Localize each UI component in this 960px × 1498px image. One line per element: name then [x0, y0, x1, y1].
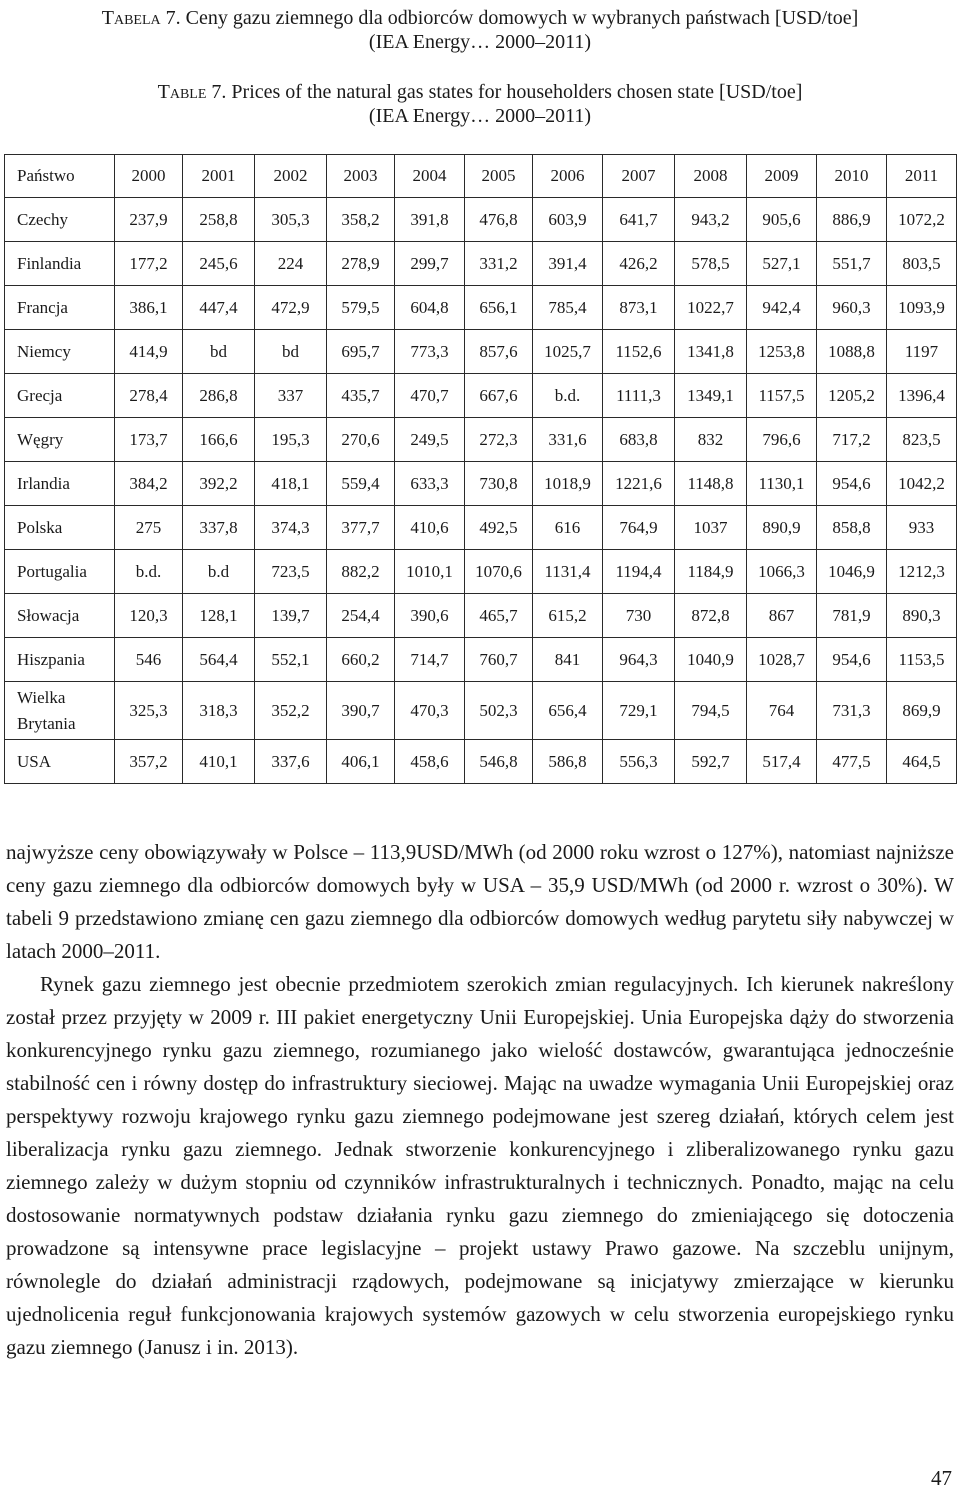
price-cell: 616	[533, 506, 603, 550]
price-cell: 731,3	[817, 682, 887, 740]
table-header-row	[5, 155, 957, 198]
price-cell: 435,7	[327, 374, 395, 418]
price-cell: 773,3	[395, 330, 465, 374]
price-cell: 272,3	[465, 418, 533, 462]
caption-text: Ceny gazu ziemnego dla odbiorców domowych w wybranych państwach [USD/toe]	[180, 7, 859, 29]
table-row	[5, 242, 957, 286]
price-cell: 410,1	[183, 740, 255, 784]
price-cell: 667,6	[465, 374, 533, 418]
price-cell: 546	[115, 638, 183, 682]
country-cell: Irlandia	[5, 462, 115, 506]
caption-label: Table 7.	[157, 81, 227, 103]
price-cell: 556,3	[603, 740, 675, 784]
price-cell: 1028,7	[747, 638, 817, 682]
price-cell: 1010,1	[395, 550, 465, 594]
country-cell: Hiszpania	[5, 638, 115, 682]
price-cell: 377,7	[327, 506, 395, 550]
price-cell: 331,6	[533, 418, 603, 462]
price-cell: 869,9	[887, 682, 957, 740]
price-cell: 254,4	[327, 594, 395, 638]
price-cell: 390,6	[395, 594, 465, 638]
price-cell: 465,7	[465, 594, 533, 638]
country-cell: Wielka Brytania	[5, 682, 115, 740]
price-cell: 1396,4	[887, 374, 957, 418]
table-caption-polish	[0, 6, 960, 54]
price-cell: 803,5	[887, 242, 957, 286]
price-cell: 1088,8	[817, 330, 887, 374]
price-cell: 418,1	[255, 462, 327, 506]
price-cell: 386,1	[115, 286, 183, 330]
price-cell: 258,8	[183, 198, 255, 242]
price-cell: 954,6	[817, 462, 887, 506]
price-cell: 683,8	[603, 418, 675, 462]
price-cell: 325,3	[115, 682, 183, 740]
table-row	[5, 286, 957, 330]
price-cell: 559,4	[327, 462, 395, 506]
price-cell: 527,1	[747, 242, 817, 286]
price-cell: 249,5	[395, 418, 465, 462]
table-row	[5, 638, 957, 682]
country-cell: Polska	[5, 506, 115, 550]
price-cell: 464,5	[887, 740, 957, 784]
column-header-year: 2010	[817, 155, 887, 198]
price-cell: 1111,3	[603, 374, 675, 418]
price-cell: 1025,7	[533, 330, 603, 374]
price-cell: 1022,7	[675, 286, 747, 330]
price-cell: 352,2	[255, 682, 327, 740]
price-cell: 128,1	[183, 594, 255, 638]
body-text	[6, 836, 954, 1364]
country-cell: Finlandia	[5, 242, 115, 286]
price-cell: 477,5	[817, 740, 887, 784]
price-cell: 237,9	[115, 198, 183, 242]
column-header-year: 2001	[183, 155, 255, 198]
price-cell: 492,5	[465, 506, 533, 550]
price-cell: 337,6	[255, 740, 327, 784]
price-cell: 299,7	[395, 242, 465, 286]
table-row	[5, 550, 957, 594]
price-cell: 1184,9	[675, 550, 747, 594]
price-cell: 1341,8	[675, 330, 747, 374]
price-cell: 1148,8	[675, 462, 747, 506]
price-cell: 390,7	[327, 682, 395, 740]
table-row	[5, 330, 957, 374]
price-cell: 410,6	[395, 506, 465, 550]
price-cell: 729,1	[603, 682, 675, 740]
price-cell: 960,3	[817, 286, 887, 330]
price-cell: 1157,5	[747, 374, 817, 418]
price-cell: 717,2	[817, 418, 887, 462]
country-cell: Portugalia	[5, 550, 115, 594]
table-row	[5, 374, 957, 418]
price-cell: b.d	[183, 550, 255, 594]
price-cell: 867	[747, 594, 817, 638]
price-cell: 1040,9	[675, 638, 747, 682]
column-header-year: 2011	[887, 155, 957, 198]
price-cell: 760,7	[465, 638, 533, 682]
price-cell: 656,1	[465, 286, 533, 330]
price-cell: 1130,1	[747, 462, 817, 506]
price-cell: b.d.	[533, 374, 603, 418]
price-cell: 764,9	[603, 506, 675, 550]
price-cell: 384,2	[115, 462, 183, 506]
country-cell: Francja	[5, 286, 115, 330]
column-header-year: 2000	[115, 155, 183, 198]
price-cell: 964,3	[603, 638, 675, 682]
price-cell: 166,6	[183, 418, 255, 462]
price-cell: bd	[255, 330, 327, 374]
price-cell: 1066,3	[747, 550, 817, 594]
price-cell: 120,3	[115, 594, 183, 638]
price-cell: 695,7	[327, 330, 395, 374]
price-cell: 1046,9	[817, 550, 887, 594]
country-cell: Czechy	[5, 198, 115, 242]
caption-source: (IEA Energy… 2000–2011)	[368, 31, 592, 53]
price-cell: 1072,2	[887, 198, 957, 242]
price-cell: 1037	[675, 506, 747, 550]
page-number: 47	[931, 1466, 952, 1490]
price-cell: 890,9	[747, 506, 817, 550]
price-cell: 337	[255, 374, 327, 418]
price-cell: 796,6	[747, 418, 817, 462]
price-cell: 470,3	[395, 682, 465, 740]
country-cell: Grecja	[5, 374, 115, 418]
price-cell: 943,2	[675, 198, 747, 242]
price-cell: 286,8	[183, 374, 255, 418]
price-cell: 841	[533, 638, 603, 682]
price-cell: 890,3	[887, 594, 957, 638]
price-cell: 656,4	[533, 682, 603, 740]
table-row	[5, 462, 957, 506]
price-cell: 406,1	[327, 740, 395, 784]
table-row	[5, 418, 957, 462]
price-cell: 414,9	[115, 330, 183, 374]
price-cell: 305,3	[255, 198, 327, 242]
price-cell: 781,9	[817, 594, 887, 638]
price-cell: 586,8	[533, 740, 603, 784]
price-cell: 714,7	[395, 638, 465, 682]
price-cell: 873,1	[603, 286, 675, 330]
column-header-year: 2009	[747, 155, 817, 198]
table-caption-english	[0, 80, 960, 128]
price-cell: 660,2	[327, 638, 395, 682]
price-cell: bd	[183, 330, 255, 374]
price-cell: 794,5	[675, 682, 747, 740]
price-cell: 270,6	[327, 418, 395, 462]
country-cell: Słowacja	[5, 594, 115, 638]
price-cell: 872,8	[675, 594, 747, 638]
price-cell: 447,4	[183, 286, 255, 330]
price-cell: 1093,9	[887, 286, 957, 330]
price-cell: 592,7	[675, 740, 747, 784]
price-cell: 633,3	[395, 462, 465, 506]
price-cell: 858,8	[817, 506, 887, 550]
price-cell: 517,4	[747, 740, 817, 784]
price-cell: 764	[747, 682, 817, 740]
price-cell: 905,6	[747, 198, 817, 242]
price-cell: 730,8	[465, 462, 533, 506]
table-row	[5, 594, 957, 638]
price-cell: 224	[255, 242, 327, 286]
price-cell: 245,6	[183, 242, 255, 286]
price-cell: 1253,8	[747, 330, 817, 374]
price-cell: 954,6	[817, 638, 887, 682]
price-cell: 730	[603, 594, 675, 638]
price-cell: 942,4	[747, 286, 817, 330]
price-cell: 641,7	[603, 198, 675, 242]
price-cell: 195,3	[255, 418, 327, 462]
country-cell: USA	[5, 740, 115, 784]
price-cell: 472,9	[255, 286, 327, 330]
column-header-year: 2002	[255, 155, 327, 198]
caption-label: Tabela 7.	[101, 7, 181, 29]
price-cell: 470,7	[395, 374, 465, 418]
price-cell: 604,8	[395, 286, 465, 330]
price-cell: 615,2	[533, 594, 603, 638]
price-cell: 1018,9	[533, 462, 603, 506]
column-header-year: 2004	[395, 155, 465, 198]
price-cell: 1349,1	[675, 374, 747, 418]
price-cell: 139,7	[255, 594, 327, 638]
price-cell: 1042,2	[887, 462, 957, 506]
price-cell: 1131,4	[533, 550, 603, 594]
price-cell: 337,8	[183, 506, 255, 550]
price-cell: 426,2	[603, 242, 675, 286]
price-cell: 546,8	[465, 740, 533, 784]
column-header-year: 2003	[327, 155, 395, 198]
table-row	[5, 506, 957, 550]
price-cell: 391,4	[533, 242, 603, 286]
price-cell: 476,8	[465, 198, 533, 242]
column-header-year: 2005	[465, 155, 533, 198]
caption-text: Prices of the natural gas states for householders chosen state [USD/toe]	[226, 81, 803, 103]
price-cell: 278,4	[115, 374, 183, 418]
paragraph: Rynek gazu ziemnego jest obecnie przedmiotem szerokich zmian regulacyjnych. Ich kierunek nakreślony został przez przyjęty w 2009 r. III pakiet energetyczny Unii Europejskiej. Unia Europejska dąży do stworzenia konkurencyjnego rynku gazu ziemnego, rozumianego jako wielość dostawców, gwarantująca jednocześnie stabilność cen i równy dostęp do infrastruktury sieciowej. Mając na uwadze wymagania Unii Europejskiej oraz perspektywy rozwoju krajowego rynku gazu ziemnego podejmowane jest szereg działań, których celem jest liberalizacja rynku gazu ziemnego. Jednak stworzenie konkurencyjnego i zliberalizowanego rynku gazu ziemnego zależy w dużym stopniu od czynników infrastrukturalnych i technicznych. Ponadto, mając na celu dostosowanie normatywnych podstaw działania rynku gazu ziemnego do zmieniającego się dotoczenia prowadzone są intensywne prace legislacyjne – projekt ustawy Prawo gazowe. Na szczeblu unijnym, równolegle do działań administracji rządowych, podejmowane są inicjatywy zmierzające w kierunku ujednolicenia reguł funkcjonowania krajowych systemów gazowych w celu stworzenia europejskiego rynku gazu ziemnego (Janusz i in. 2013).	[6, 972, 954, 1359]
column-header-year: 2006	[533, 155, 603, 198]
price-cell: 358,2	[327, 198, 395, 242]
price-cell: 552,1	[255, 638, 327, 682]
price-cell: 1070,6	[465, 550, 533, 594]
price-cell: 723,5	[255, 550, 327, 594]
caption-source: (IEA Energy… 2000–2011)	[368, 105, 592, 127]
price-cell: 886,9	[817, 198, 887, 242]
column-header-year: 2007	[603, 155, 675, 198]
price-cell: 502,3	[465, 682, 533, 740]
paragraph: najwyższe ceny obowiązywały w Polsce – 113,9USD/MWh (od 2000 roku wzrost o 127%), natomiast najniższe ceny gazu ziemnego dla odbiorców domowych były w USA – 35,9 USD/MWh (od 2000 r. wzrost o 30%). W tabeli 9 przedstawiono zmianę cen gazu ziemnego dla odbiorców domowych według parytetu siły nabywczej w latach 2000–2011.	[6, 840, 954, 963]
price-cell: 578,5	[675, 242, 747, 286]
price-cell: 823,5	[887, 418, 957, 462]
price-cell: 357,2	[115, 740, 183, 784]
price-cell: 391,8	[395, 198, 465, 242]
price-cell: 331,2	[465, 242, 533, 286]
price-cell: 564,4	[183, 638, 255, 682]
price-cell: 275	[115, 506, 183, 550]
price-cell: 173,7	[115, 418, 183, 462]
price-cell: 1205,2	[817, 374, 887, 418]
price-cell: 1197	[887, 330, 957, 374]
table-row	[5, 740, 957, 784]
price-cell: 278,9	[327, 242, 395, 286]
column-header-year: 2008	[675, 155, 747, 198]
price-cell: 1152,6	[603, 330, 675, 374]
price-cell: 458,6	[395, 740, 465, 784]
gas-prices-table	[4, 154, 957, 784]
price-cell: 933	[887, 506, 957, 550]
price-cell: 392,2	[183, 462, 255, 506]
price-cell: 603,9	[533, 198, 603, 242]
price-cell: 374,3	[255, 506, 327, 550]
price-cell: 551,7	[817, 242, 887, 286]
price-cell: 1221,6	[603, 462, 675, 506]
column-header-country: Państwo	[5, 155, 115, 198]
price-cell: 1212,3	[887, 550, 957, 594]
country-cell: Węgry	[5, 418, 115, 462]
price-cell: 579,5	[327, 286, 395, 330]
price-cell: 318,3	[183, 682, 255, 740]
price-cell: 857,6	[465, 330, 533, 374]
price-cell: 882,2	[327, 550, 395, 594]
table-row	[5, 198, 957, 242]
country-cell: Niemcy	[5, 330, 115, 374]
price-cell: 177,2	[115, 242, 183, 286]
price-cell: b.d.	[115, 550, 183, 594]
table-row	[5, 682, 957, 740]
price-cell: 785,4	[533, 286, 603, 330]
price-cell: 1194,4	[603, 550, 675, 594]
price-cell: 1153,5	[887, 638, 957, 682]
price-cell: 832	[675, 418, 747, 462]
